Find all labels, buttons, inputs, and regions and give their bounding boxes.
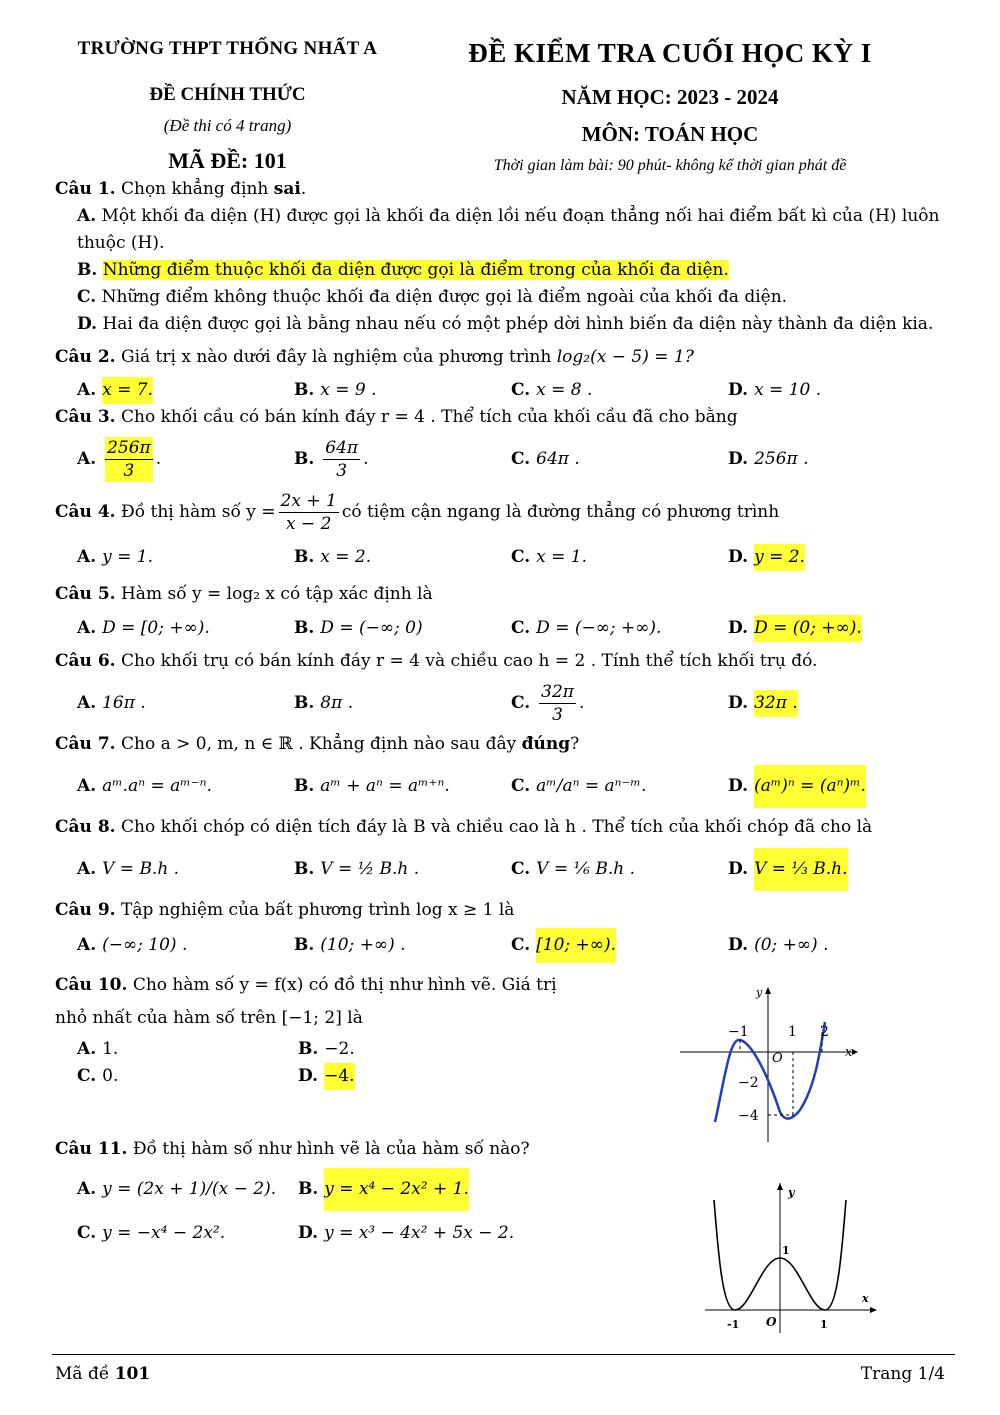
q4-d-text: y = 2. bbox=[754, 544, 805, 571]
q7-options bbox=[55, 758, 945, 814]
q1-option-c: C. Những điểm không thuộc khối đa diện được gọi là điểm ngoài của khối đa diện. bbox=[77, 287, 788, 307]
q5-d-text: D = (0; +∞). bbox=[754, 615, 862, 642]
q3-option-a: A. $\frac{256\pi}{3}$ . bbox=[77, 437, 162, 481]
q8-option-b: B. V = ½ B.h . bbox=[294, 856, 511, 883]
q4-fraction bbox=[279, 490, 339, 535]
time-limit: Thời gian làm bài: 90 phút- không kể thời gian phát đề bbox=[493, 157, 847, 174]
q6-d-text: 32π . bbox=[754, 690, 798, 717]
header-left bbox=[55, 38, 400, 174]
q1-option-a: A. Một khối đa diện (H) được gọi là khối đa diện lồi nếu đoạn thẳng nối hai điểm bất kì của (H) luôn thuộc (H). bbox=[77, 206, 940, 253]
q9-option-d: D. (0; +∞) . bbox=[728, 932, 945, 959]
q4-option-c: C. x = 1. bbox=[511, 544, 728, 571]
subject: MÔN: TOÁN HỌC bbox=[581, 122, 759, 146]
header-right bbox=[420, 38, 920, 175]
q3-text: Cho khối cầu có bán kính đáy r = 4 . Thể tích của khối cầu đã cho bằng bbox=[120, 407, 738, 427]
q4-option-d: D. y = 2. bbox=[728, 544, 945, 571]
q6-number: Câu 6. bbox=[55, 651, 116, 671]
q5-number: Câu 5. bbox=[55, 584, 116, 604]
q7-option-a: A. aᵐ.aⁿ = aᵐ⁻ⁿ. bbox=[77, 773, 294, 800]
q9-option-c: C. [10; +∞). bbox=[511, 928, 728, 963]
q9-number: Câu 9. bbox=[55, 900, 116, 920]
q7-bold: đúng bbox=[521, 734, 571, 754]
q8-option-d: D. V = ⅓ B.h. bbox=[728, 848, 945, 891]
q1-number: Câu 1. bbox=[55, 179, 116, 199]
q4-number: Câu 4. bbox=[55, 501, 116, 522]
q9-d-text: (0; +∞) . bbox=[754, 934, 829, 955]
q2-option-b: B. x = 9 . bbox=[294, 377, 511, 404]
q10-option-c: C. 0. bbox=[77, 1063, 298, 1090]
q2-a-text: x = 7. bbox=[102, 377, 153, 404]
q10-b-text: −2. bbox=[324, 1039, 355, 1059]
q3-a-den: 3 bbox=[123, 460, 135, 481]
q3-option-c: C. 64π . bbox=[511, 446, 728, 473]
q7-d-text: (aᵐ)ⁿ = (aⁿ)ᵐ. bbox=[754, 765, 866, 808]
school-name: TRƯỜNG THPT THỐNG NHẤT A bbox=[77, 38, 378, 59]
q8-text: Cho khối chóp có diện tích đáy là B và chiều cao là h . Thể tích của khối chóp đã cho là bbox=[120, 817, 873, 837]
q10-label-neg2: −2 bbox=[738, 1075, 759, 1091]
q7-option-d: D. (aᵐ)ⁿ = (aⁿ)ᵐ. bbox=[728, 765, 945, 808]
q8-options bbox=[55, 841, 945, 897]
q5-a-text: D = [0; +∞). bbox=[102, 617, 210, 638]
q4-pre: Đồ thị hàm số y = bbox=[120, 501, 276, 522]
q10-number: Câu 10. bbox=[55, 975, 128, 995]
q11-b-text: y = x⁴ − 2x² + 1. bbox=[324, 1168, 469, 1211]
q4-c-text: x = 1. bbox=[536, 546, 588, 567]
q8-d-text: V = ⅓ B.h. bbox=[754, 848, 847, 891]
q10-d-text: −4. bbox=[324, 1063, 354, 1090]
footer-page: Trang 1/4 bbox=[860, 1364, 945, 1384]
q10-label-1: 1 bbox=[788, 1024, 797, 1040]
footer-code-label: Mã đề bbox=[55, 1364, 110, 1384]
q7-option-c: C. aᵐ/aⁿ = aⁿ⁻ᵐ. bbox=[511, 773, 728, 800]
question-2 bbox=[55, 344, 945, 371]
q4-num: 2x + 1 bbox=[280, 490, 337, 511]
q3-d-text: 256π . bbox=[754, 448, 809, 469]
q10-a-text: 1. bbox=[102, 1039, 119, 1059]
q5-text: Hàm số y = log₂ x có tập xác định là bbox=[120, 584, 433, 604]
q2-option-d: D. x = 10 . bbox=[728, 377, 945, 404]
q11-c-text: y = −x⁴ − 2x². bbox=[102, 1222, 226, 1243]
q11-text: Đồ thị hàm số như hình vẽ là của hàm số nào? bbox=[132, 1139, 530, 1159]
q3-option-d: D. 256π . bbox=[728, 446, 945, 473]
q8-c-text: V = ⅙ B.h . bbox=[536, 858, 636, 879]
page-count: (Đề thi có 4 trang) bbox=[163, 116, 292, 135]
q6-b-text: 8π . bbox=[320, 692, 354, 713]
q11-d-text: y = x³ − 4x² + 5x − 2. bbox=[324, 1222, 515, 1243]
q11-option-a: A. y = (2x + 1)/(x − 2). bbox=[77, 1176, 298, 1203]
q3-b-num: 64π bbox=[325, 437, 359, 458]
q4-b-text: x = 2. bbox=[320, 546, 372, 567]
q4-option-a: A. y = 1. bbox=[77, 544, 294, 571]
q10-option-d: D. −4. bbox=[298, 1063, 519, 1090]
q1-option-b: B. Những điểm thuộc khối đa diện được gọi là điểm trong của khối đa diện. bbox=[77, 260, 729, 280]
q10-label-x: x bbox=[845, 1045, 853, 1060]
official-label: ĐỀ CHÍNH THỨC bbox=[149, 84, 306, 105]
q2-number: Câu 2. bbox=[55, 347, 116, 367]
q11-number: Câu 11. bbox=[55, 1139, 128, 1159]
q2-option-c: C. x = 8 . bbox=[511, 377, 728, 404]
q11-label-1y: 1 bbox=[782, 1244, 790, 1257]
q4-a-text: y = 1. bbox=[102, 546, 153, 567]
q1-d-text: Hai đa diện được gọi là bằng nhau nếu có một phép dời hình biến đa diện này thành đa diện kia. bbox=[102, 314, 934, 334]
q10-label-neg1: −1 bbox=[728, 1024, 749, 1040]
q8-number: Câu 8. bbox=[55, 817, 116, 837]
q10-label-2: 2 bbox=[820, 1024, 829, 1040]
question-4 bbox=[55, 487, 945, 537]
question-5 bbox=[55, 581, 945, 608]
footer-code-value: 101 bbox=[114, 1364, 151, 1384]
q1-a-text: Một khối đa diện (H) được gọi là khối đa diện lồi nếu đoạn thẳng nối hai điểm bất kì của (H) luôn thuộc (H). bbox=[77, 206, 940, 253]
q11-y-arrow bbox=[777, 1183, 783, 1190]
footer-divider bbox=[52, 1354, 955, 1355]
q5-option-c: C. D = (−∞; +∞). bbox=[511, 615, 728, 642]
q11-label-y: y bbox=[788, 1186, 795, 1199]
q11-label-origin: O bbox=[766, 1315, 777, 1329]
q10-y-arrow bbox=[765, 987, 771, 994]
q6-option-c: C. $\frac{32\pi}{3}$ . bbox=[511, 681, 585, 725]
q2-d-text: x = 10 . bbox=[754, 380, 822, 400]
q7-c-text: aᵐ/aⁿ = aⁿ⁻ᵐ. bbox=[536, 775, 647, 796]
q1-b-text: Những điểm thuộc khối đa diện được gọi là điểm trong của khối đa diện. bbox=[102, 260, 729, 280]
q2-option-a: A. x = 7. bbox=[77, 377, 294, 404]
q1-c-text: Những điểm không thuộc khối đa diện được gọi là điểm ngoài của khối đa diện. bbox=[101, 287, 788, 307]
q11-option-b: B. y = x⁴ − 2x² + 1. bbox=[298, 1168, 519, 1211]
q6-c-num: 32π bbox=[541, 681, 574, 702]
question-9 bbox=[55, 897, 945, 924]
q3-options bbox=[55, 431, 945, 487]
q7-a-text: aᵐ.aⁿ = aᵐ⁻ⁿ. bbox=[102, 775, 212, 796]
q6-c-den: 3 bbox=[552, 704, 563, 725]
q5-options bbox=[55, 608, 945, 648]
q10-label-y: y bbox=[756, 986, 763, 999]
q6-text: Cho khối trụ có bán kính đáy r = 4 và chiều cao h = 2 . Tính thể tích khối trụ đó. bbox=[120, 651, 818, 671]
q9-option-b: B. (10; +∞) . bbox=[294, 932, 511, 959]
q6-option-d: D. 32π . bbox=[728, 690, 945, 717]
q8-option-c: C. V = ⅙ B.h . bbox=[511, 856, 728, 883]
footer-code bbox=[55, 1364, 150, 1384]
q11-option-c: C. y = −x⁴ − 2x². bbox=[77, 1220, 298, 1247]
q9-a-text: (−∞; 10) . bbox=[102, 934, 188, 955]
q6-option-b: B. 8π . bbox=[294, 690, 511, 717]
q10-x-arrow bbox=[852, 1049, 858, 1055]
q9-b-text: (10; +∞) . bbox=[320, 934, 406, 955]
q9-text: Tập nghiệm của bất phương trình log x ≥ 1 là bbox=[120, 900, 515, 920]
question-8 bbox=[55, 814, 945, 841]
q6-a-text: 16π . bbox=[102, 692, 146, 713]
q10-c-text: 0. bbox=[102, 1066, 119, 1086]
q7-number: Câu 7. bbox=[55, 734, 116, 754]
q7-option-b: B. aᵐ + aⁿ = aᵐ⁺ⁿ. bbox=[294, 773, 511, 800]
q11-a-text: y = (2x + 1)/(x − 2). bbox=[102, 1178, 277, 1199]
question-3 bbox=[55, 404, 945, 431]
q2-options bbox=[55, 377, 945, 404]
q11-label-x: x bbox=[862, 1292, 869, 1305]
q9-options bbox=[55, 924, 945, 966]
q10-label-origin: O bbox=[772, 1051, 783, 1066]
q4-den: x − 2 bbox=[285, 513, 332, 534]
exam-code: MÃ ĐỀ: 101 bbox=[168, 148, 287, 173]
school-year: NĂM HỌC: 2023 - 2024 bbox=[561, 85, 779, 109]
q10-line2: nhỏ nhất của hàm số trên [−1; 2] là bbox=[55, 1008, 363, 1028]
question-6 bbox=[55, 648, 945, 675]
q7-text: Cho a > 0, m, n ∈ ℝ . Khẳng định nào sau đây bbox=[120, 734, 522, 754]
q11-label-1x: 1 bbox=[820, 1318, 828, 1331]
q3-b-fraction bbox=[323, 437, 360, 482]
q6-option-a: A. 16π . bbox=[77, 690, 294, 717]
q10-label-neg4: −4 bbox=[738, 1108, 759, 1124]
q1-text: Chọn khẳng định bbox=[120, 179, 274, 199]
q10-option-a: A. 1. bbox=[77, 1036, 298, 1063]
q11-graph bbox=[700, 1178, 880, 1338]
q8-a-text: V = B.h . bbox=[102, 858, 180, 879]
q5-option-d: D. D = (0; +∞). bbox=[728, 615, 945, 642]
q5-b-text: D = (−∞; 0) bbox=[320, 617, 423, 638]
q4-options bbox=[55, 537, 945, 577]
q6-c-fraction bbox=[539, 681, 576, 726]
q11-x-arrow bbox=[870, 1307, 877, 1313]
q3-option-b: B. $\frac{64\pi}{3}$ . bbox=[294, 437, 369, 481]
q2-text: Giá trị x nào dưới đây là nghiệm của phương trình bbox=[120, 347, 552, 367]
q6-options bbox=[55, 675, 945, 731]
q4-option-b: B. x = 2. bbox=[294, 544, 511, 571]
q2-b-text: x = 9 . bbox=[320, 380, 377, 400]
exam-title: ĐỀ KIỂM TRA CUỐI HỌC KỲ I bbox=[468, 38, 872, 68]
q5-option-b: B. D = (−∞; 0) bbox=[294, 615, 511, 642]
q8-b-text: V = ½ B.h . bbox=[320, 858, 420, 879]
q8-option-a: A. V = B.h . bbox=[77, 856, 294, 883]
q7-b-text: aᵐ + aⁿ = aᵐ⁺ⁿ. bbox=[320, 775, 450, 796]
q3-a-fraction bbox=[105, 437, 153, 482]
q11-label-neg1: -1 bbox=[727, 1318, 740, 1331]
question-1: Câu 1. Chọn khẳng định sai. bbox=[55, 179, 307, 199]
q1-option-d: D. Hai đa diện được gọi là bằng nhau nếu có một phép dời hình biến đa diện này thành đa diện kia. bbox=[77, 314, 934, 334]
q10-graph bbox=[680, 982, 860, 1150]
q11-option-d: D. y = x³ − 4x² + 5x − 2. bbox=[298, 1220, 598, 1247]
q3-b-den: 3 bbox=[336, 460, 348, 481]
q9-c-text: [10; +∞). bbox=[536, 928, 616, 963]
q10-option-b: B. −2. bbox=[298, 1036, 519, 1063]
question-7: Câu 7. Cho a > 0, m, n ∈ ℝ . Khẳng định nào sau đây đúng? bbox=[55, 734, 580, 754]
q2-c-text: x = 8 . bbox=[536, 380, 593, 400]
q10-line1: Cho hàm số y = f(x) có đồ thị như hình vẽ. Giá trị bbox=[132, 975, 557, 995]
q3-number: Câu 3. bbox=[55, 407, 116, 427]
q3-a-num: 256π bbox=[107, 437, 151, 458]
q5-c-text: D = (−∞; +∞). bbox=[536, 617, 662, 638]
q5-option-a: A. D = [0; +∞). bbox=[77, 615, 294, 642]
q1-bold: sai bbox=[273, 179, 301, 199]
q9-option-a: A. (−∞; 10) . bbox=[77, 932, 294, 959]
q3-c-text: 64π . bbox=[536, 448, 580, 469]
q4-post: có tiệm cận ngang là đường thẳng có phương trình bbox=[341, 501, 780, 522]
q2-equation: log₂(x − 5) = 1? bbox=[556, 347, 694, 367]
